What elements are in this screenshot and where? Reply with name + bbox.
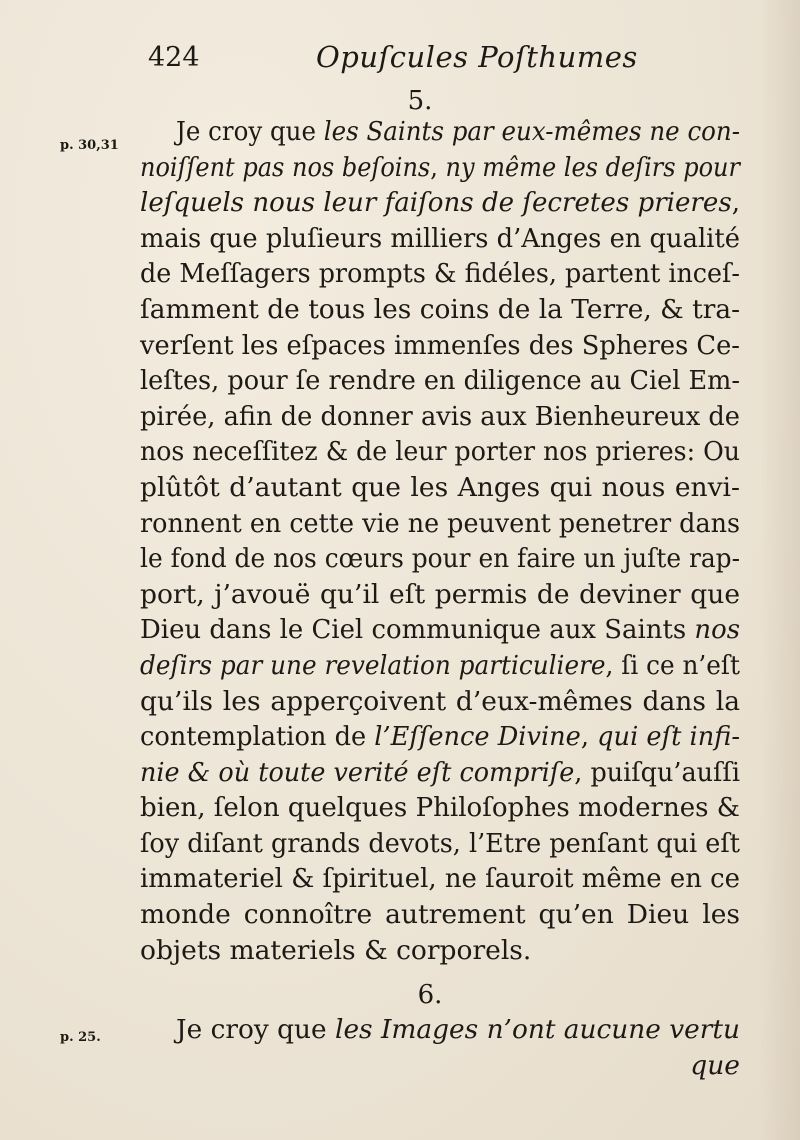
margin-reference: p. 30,31 [60,138,119,153]
text-line [140,612,740,648]
text-line [140,292,740,328]
roman-text: de Meſſagers prompts & fidéles, partent inceſ- [140,258,740,290]
italic-text: les Saints par eux-mêmes ne con- [323,116,740,147]
page-header [148,38,748,78]
italic-text: deſirs par une revelation particuliere [140,649,606,681]
line-content [140,328,740,364]
text-line [140,399,740,435]
roman-text: , ſi ce n’eſt [605,649,740,681]
roman-text: , [430,151,446,183]
text-line [176,1048,740,1084]
line-content [140,897,740,933]
text-line [176,1012,740,1048]
roman-text: ſoy diſant grands devots, l’Etre penſant qui eſt [140,827,740,859]
line-content [140,861,740,897]
roman-text: le fond de nos cœurs pour en faire un juſte rap- [140,543,740,575]
line-content [140,790,740,826]
roman-text: pirée, afin de donner avis aux Bienheureux de [140,400,740,432]
line-content [140,826,740,862]
line-content [140,577,740,613]
line-content [140,684,740,720]
italic-text: leſquels nous leur faiſons de ſecretes prieres [140,187,732,219]
text-line [140,897,740,933]
italic-text: ny même les deſirs pour [445,151,740,183]
italic-text: nos [694,614,740,646]
text-line [140,933,740,969]
roman-text: Je croy que [176,116,324,147]
text-line [140,256,740,292]
roman-text: immateriel & ſpirituel, ne ſauroit même en ce [140,863,740,895]
text-line [140,150,740,186]
text-line [140,363,740,399]
italic-text: les Images n’ont aucune vertu [335,1014,740,1045]
text-line [140,114,740,150]
line-content [140,648,740,684]
line-content [140,933,531,969]
text-line [140,434,740,470]
roman-text: plûtôt d’autant que les Anges qui nous envi- [140,471,740,503]
text-line [140,185,740,221]
roman-text: mais que pluſieurs milliers d’Anges en qualité [140,222,740,254]
roman-text: qu’ils les apperçoivent d’eux-mêmes dans la [140,685,740,717]
page-number: 424 [148,42,200,73]
roman-text: ronnent en cette vie ne peuvent penetrer dans [140,507,740,539]
text-line [140,506,740,542]
roman-text: verſent les eſpaces immenſes des Spheres Ce- [140,329,740,361]
page-edge-shadow [760,0,800,1140]
italic-text: qui eſt infi- [597,721,740,753]
line-content [140,292,740,328]
line-content [176,1012,740,1048]
line-content [140,470,740,506]
line-content [690,1048,740,1084]
text-line [140,541,740,577]
line-content [140,506,740,542]
roman-text: Dieu dans le Ciel communique aux Saints [140,614,695,646]
italic-text: noiſſent pas nos beſoins [140,151,431,183]
margin-reference: p. 25. [60,1030,101,1045]
roman-text: Je croy que [176,1014,336,1045]
section-number: 5. [407,86,433,116]
line-content [140,150,740,186]
section-body [140,114,740,968]
roman-text: nos neceſſitez & de leur porter nos prieres: Ou [140,436,740,468]
text-line [140,470,740,506]
roman-text: , [731,187,740,219]
roman-text: ſamment de tous les coins de la Terre, & tra- [140,293,740,325]
italic-text: l’Eſſence Divine [374,721,581,753]
text-line [140,790,740,826]
line-content [140,256,740,292]
line-content [140,363,740,399]
roman-text: contemplation de [140,721,375,753]
roman-text: , puiſqu’auſſi [574,756,740,788]
line-content [140,612,740,648]
text-line [140,648,740,684]
text-line [140,577,740,613]
text-line [140,861,740,897]
line-content [140,719,740,755]
line-content [140,399,740,435]
text-line [140,719,740,755]
text-line [140,328,740,364]
roman-text: , [580,721,598,753]
line-content [140,541,740,577]
line-content [140,185,740,221]
italic-text: nie & où toute verité eſt compriſe [140,756,575,788]
text-line [140,755,740,791]
line-content [176,114,740,150]
roman-text: monde connoître autrement qu’en Dieu les [140,899,740,931]
running-title: Opuſcules Poſthumes [316,40,638,74]
roman-text: bien, ſelon quelques Philoſophes modernes & [140,792,740,824]
italic-text: que [690,1049,740,1081]
text-line [140,684,740,720]
roman-text: leſtes, pour ſe rendre en diligence au Ciel Em- [140,365,740,397]
line-content [140,434,740,470]
line-content [140,755,740,791]
section-number: 6. [417,980,443,1010]
section-body [176,1012,740,1083]
roman-text: objets materiels & corporels. [140,934,532,966]
roman-text: port, j’avouë qu’il eſt permis de deviner que [140,578,740,610]
line-content [140,221,740,257]
text-line [140,221,740,257]
text-line [140,826,740,862]
